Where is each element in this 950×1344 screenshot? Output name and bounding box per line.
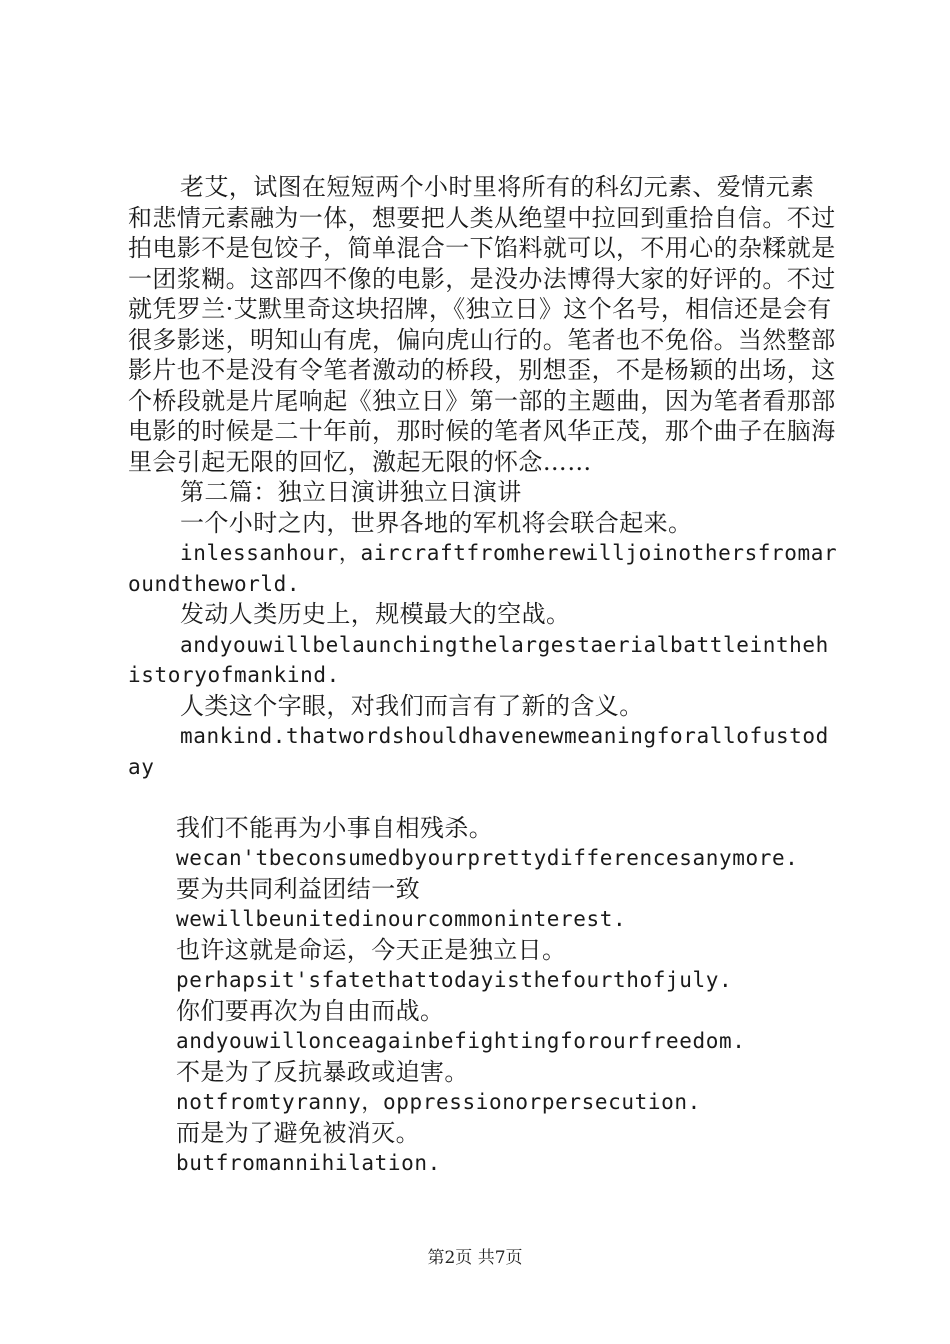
- speech-line-en: andyouwillonceagainbefightingforourfreedom.: [176, 1029, 746, 1053]
- speech-line-zh: 发动人类历史上，规模最大的空战。: [180, 600, 571, 628]
- speech-line-zh: 要为共同利益团结一致: [176, 874, 420, 903]
- speech-line-zh: 我们不能再为小事自相残杀。: [176, 813, 494, 842]
- speech-line-zh: 一个小时之内，世界各地的军机将会联合起来。: [180, 508, 693, 537]
- document-body: [128, 172, 838, 1179]
- speech-line-en: andyouwillbelaunchingthelargestaerialbattleinthehistoryofmankind.: [128, 632, 829, 687]
- speech-line-en: mankind.thatwordshouldhavenewmeaningforallofustoday: [128, 724, 829, 779]
- speech-line-en: inlessanhour，aircraftfromherewilljoinothersfromaroundtheworld.: [128, 541, 838, 596]
- page-number-footer: 第2页 共7页: [427, 1248, 523, 1268]
- speech-line-en: butfromannihilation.: [176, 1151, 441, 1175]
- section-heading: 第二篇：独立日演讲独立日演讲: [180, 478, 522, 506]
- speech-line-en: wecan'tbeconsumedbyourprettydifferencesanymore.: [176, 846, 799, 870]
- speech-line-zh: 不是为了反抗暴政或迫害。: [176, 1057, 469, 1086]
- speech-line-zh: 也许这就是命运，今天正是独立日。: [176, 935, 567, 964]
- speech-line-zh: 而是为了避免被消灭。: [176, 1118, 420, 1147]
- speech-line-en: perhapsit'sfatethattodayisthefourthofjuly.: [176, 968, 733, 992]
- speech-line-en: wewillbeunitedinourcommoninterest.: [176, 907, 627, 931]
- speech-line-en: notfromtyranny，oppressionorpersecution.: [176, 1090, 701, 1114]
- speech-line-zh: 人类这个字眼，对我们而言有了新的含义。: [180, 691, 644, 720]
- blank-line: [128, 782, 838, 813]
- speech-line-zh: 你们要再次为自由而战。: [176, 996, 445, 1025]
- paragraph-intro: 老艾，试图在短短两个小时里将所有的科幻元素、爱情元素和悲情元素融为一体，想要把人类从绝望中拉回到重拾自信。不过拍电影不是包饺子，简单混合一下馅料就可以，不用心的杂糅就是一团浆糊。这部四不像的电影，是没办法博得大家的好评的。不过就凭罗兰·艾默里奇这块招牌，《独立日》这个名号，相信还是会有很多影迷，明知山有虎，偏向虎山行的。笔者也不免俗。当然整部影片也不是没有令笔者激动的桥段，别想歪，不是杨颖的出场，这个桥段就是片尾响起《独立日》第一部的主题曲，因为笔者看那部电影的时候是二十年前，那时候的笔者风华正茂，那个曲子在脑海里会引起无限的回忆，激起无限的怀念……: [128, 173, 836, 476]
